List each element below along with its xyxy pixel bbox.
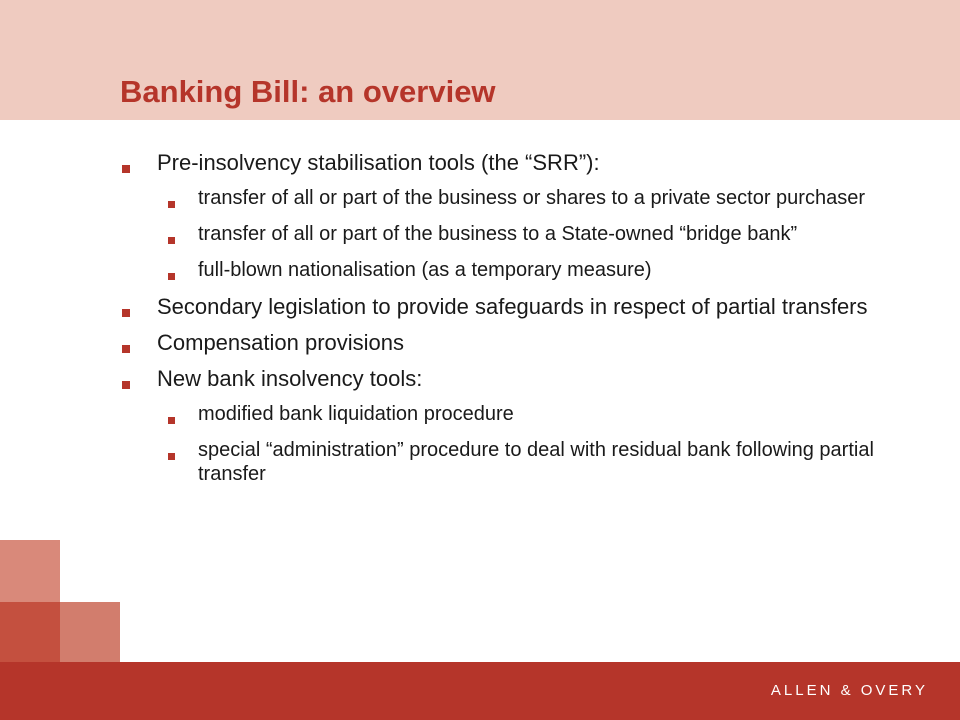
company-logo: ALLEN & OVERY	[770, 682, 928, 699]
slide-title: Banking Bill: an overview	[120, 74, 496, 109]
bullet-text: special “administration” procedure to deal with residual bank following partial transfer	[198, 439, 874, 485]
sub-bullet-item	[120, 402, 900, 426]
bullet-text: Pre-insolvency stabilisation tools (the “SRR”):	[157, 150, 600, 175]
square-bullet-icon	[168, 193, 175, 217]
bullet-text: full-blown nationalisation (as a temporary measure)	[198, 259, 652, 281]
square-bullet-icon	[168, 229, 175, 253]
bullet-text: New bank insolvency tools:	[157, 366, 423, 391]
square-bullet-icon	[168, 265, 175, 289]
bullet-item	[120, 294, 900, 320]
sub-bullet-item	[120, 222, 900, 246]
bullet-text: Compensation provisions	[157, 330, 405, 355]
bullet-item	[120, 150, 900, 176]
bullet-text: Secondary legislation to provide safeguards in respect of partial transfers	[157, 294, 868, 319]
square-bullet-icon	[122, 158, 130, 184]
square-bullet-icon	[122, 374, 130, 400]
sub-bullet-item	[120, 186, 900, 210]
bullet-list	[120, 150, 900, 498]
square-bullet-icon	[168, 445, 175, 469]
sub-bullet-item	[120, 258, 900, 282]
bullet-text: transfer of all or part of the business to a State-owned “bridge bank”	[198, 223, 798, 245]
bullet-item	[120, 330, 900, 356]
decorative-block	[0, 602, 60, 662]
bullet-text: transfer of all or part of the business or shares to a private sector purchaser	[198, 187, 865, 209]
decorative-block	[0, 540, 60, 602]
square-bullet-icon	[122, 338, 130, 364]
decorative-block	[60, 602, 120, 662]
bullet-item	[120, 366, 900, 392]
square-bullet-icon	[122, 302, 130, 328]
square-bullet-icon	[168, 409, 175, 433]
bullet-text: modified bank liquidation procedure	[198, 403, 514, 425]
sub-bullet-item	[120, 438, 900, 486]
